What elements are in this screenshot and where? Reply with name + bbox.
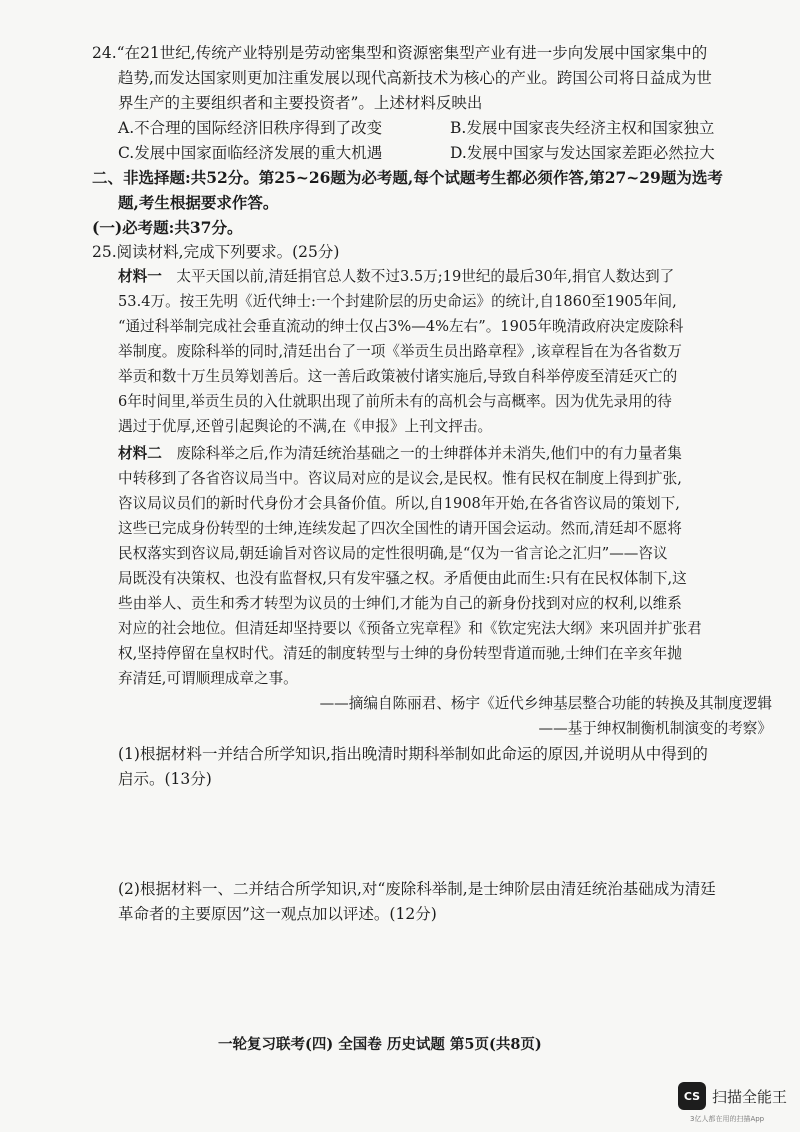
- material2-label: 材料二: [118, 445, 162, 462]
- material1-text-1: 太平天国以前,清廷捐官总人数不过3.5万;19世纪的最后30年,捐官人数达到了: [176, 268, 675, 285]
- q24-option-b: B.发展中国家丧失经济主权和国家独立: [450, 119, 715, 137]
- source-citation-line-1: ——摘编自陈丽君、杨宇《近代乡绅基层整合功能的转换及其制度逻辑: [319, 695, 772, 712]
- material2-line-10: 弃清廷,可谓顺理成章之事。: [118, 670, 298, 687]
- q24-stem-line-2: 趋势,而发达国家则更加注重发展以现代高新技术为核心的产业。跨国公司将日益成为世: [118, 69, 712, 87]
- material2-line-1: [118, 447, 682, 462]
- q25-sub1-line-1: (1)根据材料一并结合所学知识,指出晚清时期科举制如此命运的原因,并说明从中得到的: [118, 745, 708, 763]
- material2-line-4: 这些已完成身份转型的士绅,连续发起了四次全国性的请开国会运动。然而,清廷却不愿将: [118, 520, 682, 537]
- section2-heading-line-2: 题,考生根据要求作答。: [118, 193, 279, 212]
- material1-line-4: 举制度。废除科举的同时,清廷出台了一项《举贡生员出路章程》,该章程旨在为各省数万: [118, 343, 682, 360]
- material1-line-2: 53.4万。按王先明《近代绅士:一个封建阶层的历史命运》的统计,自1860至1905年间,: [118, 293, 677, 310]
- q24-option-d: D.发展中国家与发达国家差距必然拉大: [450, 144, 715, 162]
- q25-sub2-line-1: (2)根据材料一、二并结合所学知识,对“废除科举制,是士绅阶层由清廷统治基础成为清廷: [118, 880, 716, 898]
- material2-line-7: 些由举人、贡生和秀才转型为议员的士绅们,才能为自己的新身份找到对应的权利,以维系: [118, 595, 682, 612]
- material1-line-6: 6年时间里,举贡生员的入仕就职出现了前所未有的高机会与高概率。因为优先录用的待: [118, 393, 672, 410]
- material2-line-3: 咨议局议员们的新时代身份才会具备价值。所以,自1908年开始,在各省咨议局的策划下,: [118, 495, 680, 512]
- q24-stem-line-1: 24.“在21世纪,传统产业特别是劳动密集型和资源密集型产业有进一步向发展中国家集中的: [92, 44, 708, 62]
- material1-line-5: 举贡和数十万生员筹划善后。这一善后政策被付诸实施后,导致自科举停废至清廷灭亡的: [118, 368, 678, 385]
- q24-option-a: A.不合理的国际经济旧秩序得到了改变: [118, 119, 383, 137]
- material2-line-9: 权,坚持停留在皇权时代。清廷的制度转型与士绅的身份转型背道而驰,士绅们在辛亥年抛: [118, 645, 682, 662]
- material2-line-6: 局既没有决策权、也没有监督权,只有发牢骚之权。矛盾便由此而生:只有在民权体制下,这: [118, 570, 687, 587]
- q24-option-c: C.发展中国家面临经济发展的重大机遇: [118, 144, 383, 162]
- section2-subheading: (一)必考题:共37分。: [92, 218, 243, 237]
- camscanner-logo-icon: CS: [678, 1082, 706, 1110]
- q25-sub1-line-2: 启示。(13分): [118, 770, 212, 788]
- material1-label: 材料一: [118, 268, 162, 285]
- section2-heading-line-1: 二、非选择题:共52分。第25~26题为必考题,每个试题考生都必须作答,第27~29题为选考: [92, 168, 723, 187]
- q24-stem-line-3: 界生产的主要组织者和主要投资者”。上述材料反映出: [118, 94, 483, 112]
- watermark-tagline: 3亿人都在用的扫描App: [690, 1115, 765, 1123]
- material1-line-7: 遇过于优厚,还曾引起舆论的不满,在《申报》上刊文抨击。: [118, 418, 493, 435]
- q25-sub2-line-2: 革命者的主要原因”这一观点加以评述。(12分): [118, 905, 437, 923]
- material1-line-3: “通过科举制完成社会垂直流动的绅士仅占3%—4%左右”。1905年晚清政府决定废除科: [118, 318, 684, 335]
- q25-stem: 25.阅读材料,完成下列要求。(25分): [92, 243, 340, 261]
- material2-text-1: 废除科举之后,作为清廷统治基础之一的士绅群体并未消失,他们中的有力量者集: [176, 445, 682, 462]
- material1-line-1: [118, 270, 674, 285]
- source-citation-line-2: ——基于绅权制衡机制演变的考察》: [538, 720, 772, 737]
- scanner-watermark: [678, 1082, 796, 1126]
- material2-line-8: 对应的社会地位。但清廷却坚持要以《预备立宪章程》和《钦定宪法大纲》来巩固并扩张君: [118, 620, 702, 637]
- material2-line-5: 民权落实到咨议局,朝廷谕旨对咨议局的定性很明确,是“仅为一省言论之汇归”——咨议: [118, 545, 668, 562]
- page-footer: 一轮复习联考(四) 全国卷 历史试题 第5页(共8页): [218, 1036, 542, 1053]
- watermark-app-name: 扫描全能王: [712, 1088, 788, 1106]
- material2-line-2: 中转移到了各省咨议局当中。咨议局对应的是议会,是民权。惟有民权在制度上得到扩张,: [118, 470, 682, 487]
